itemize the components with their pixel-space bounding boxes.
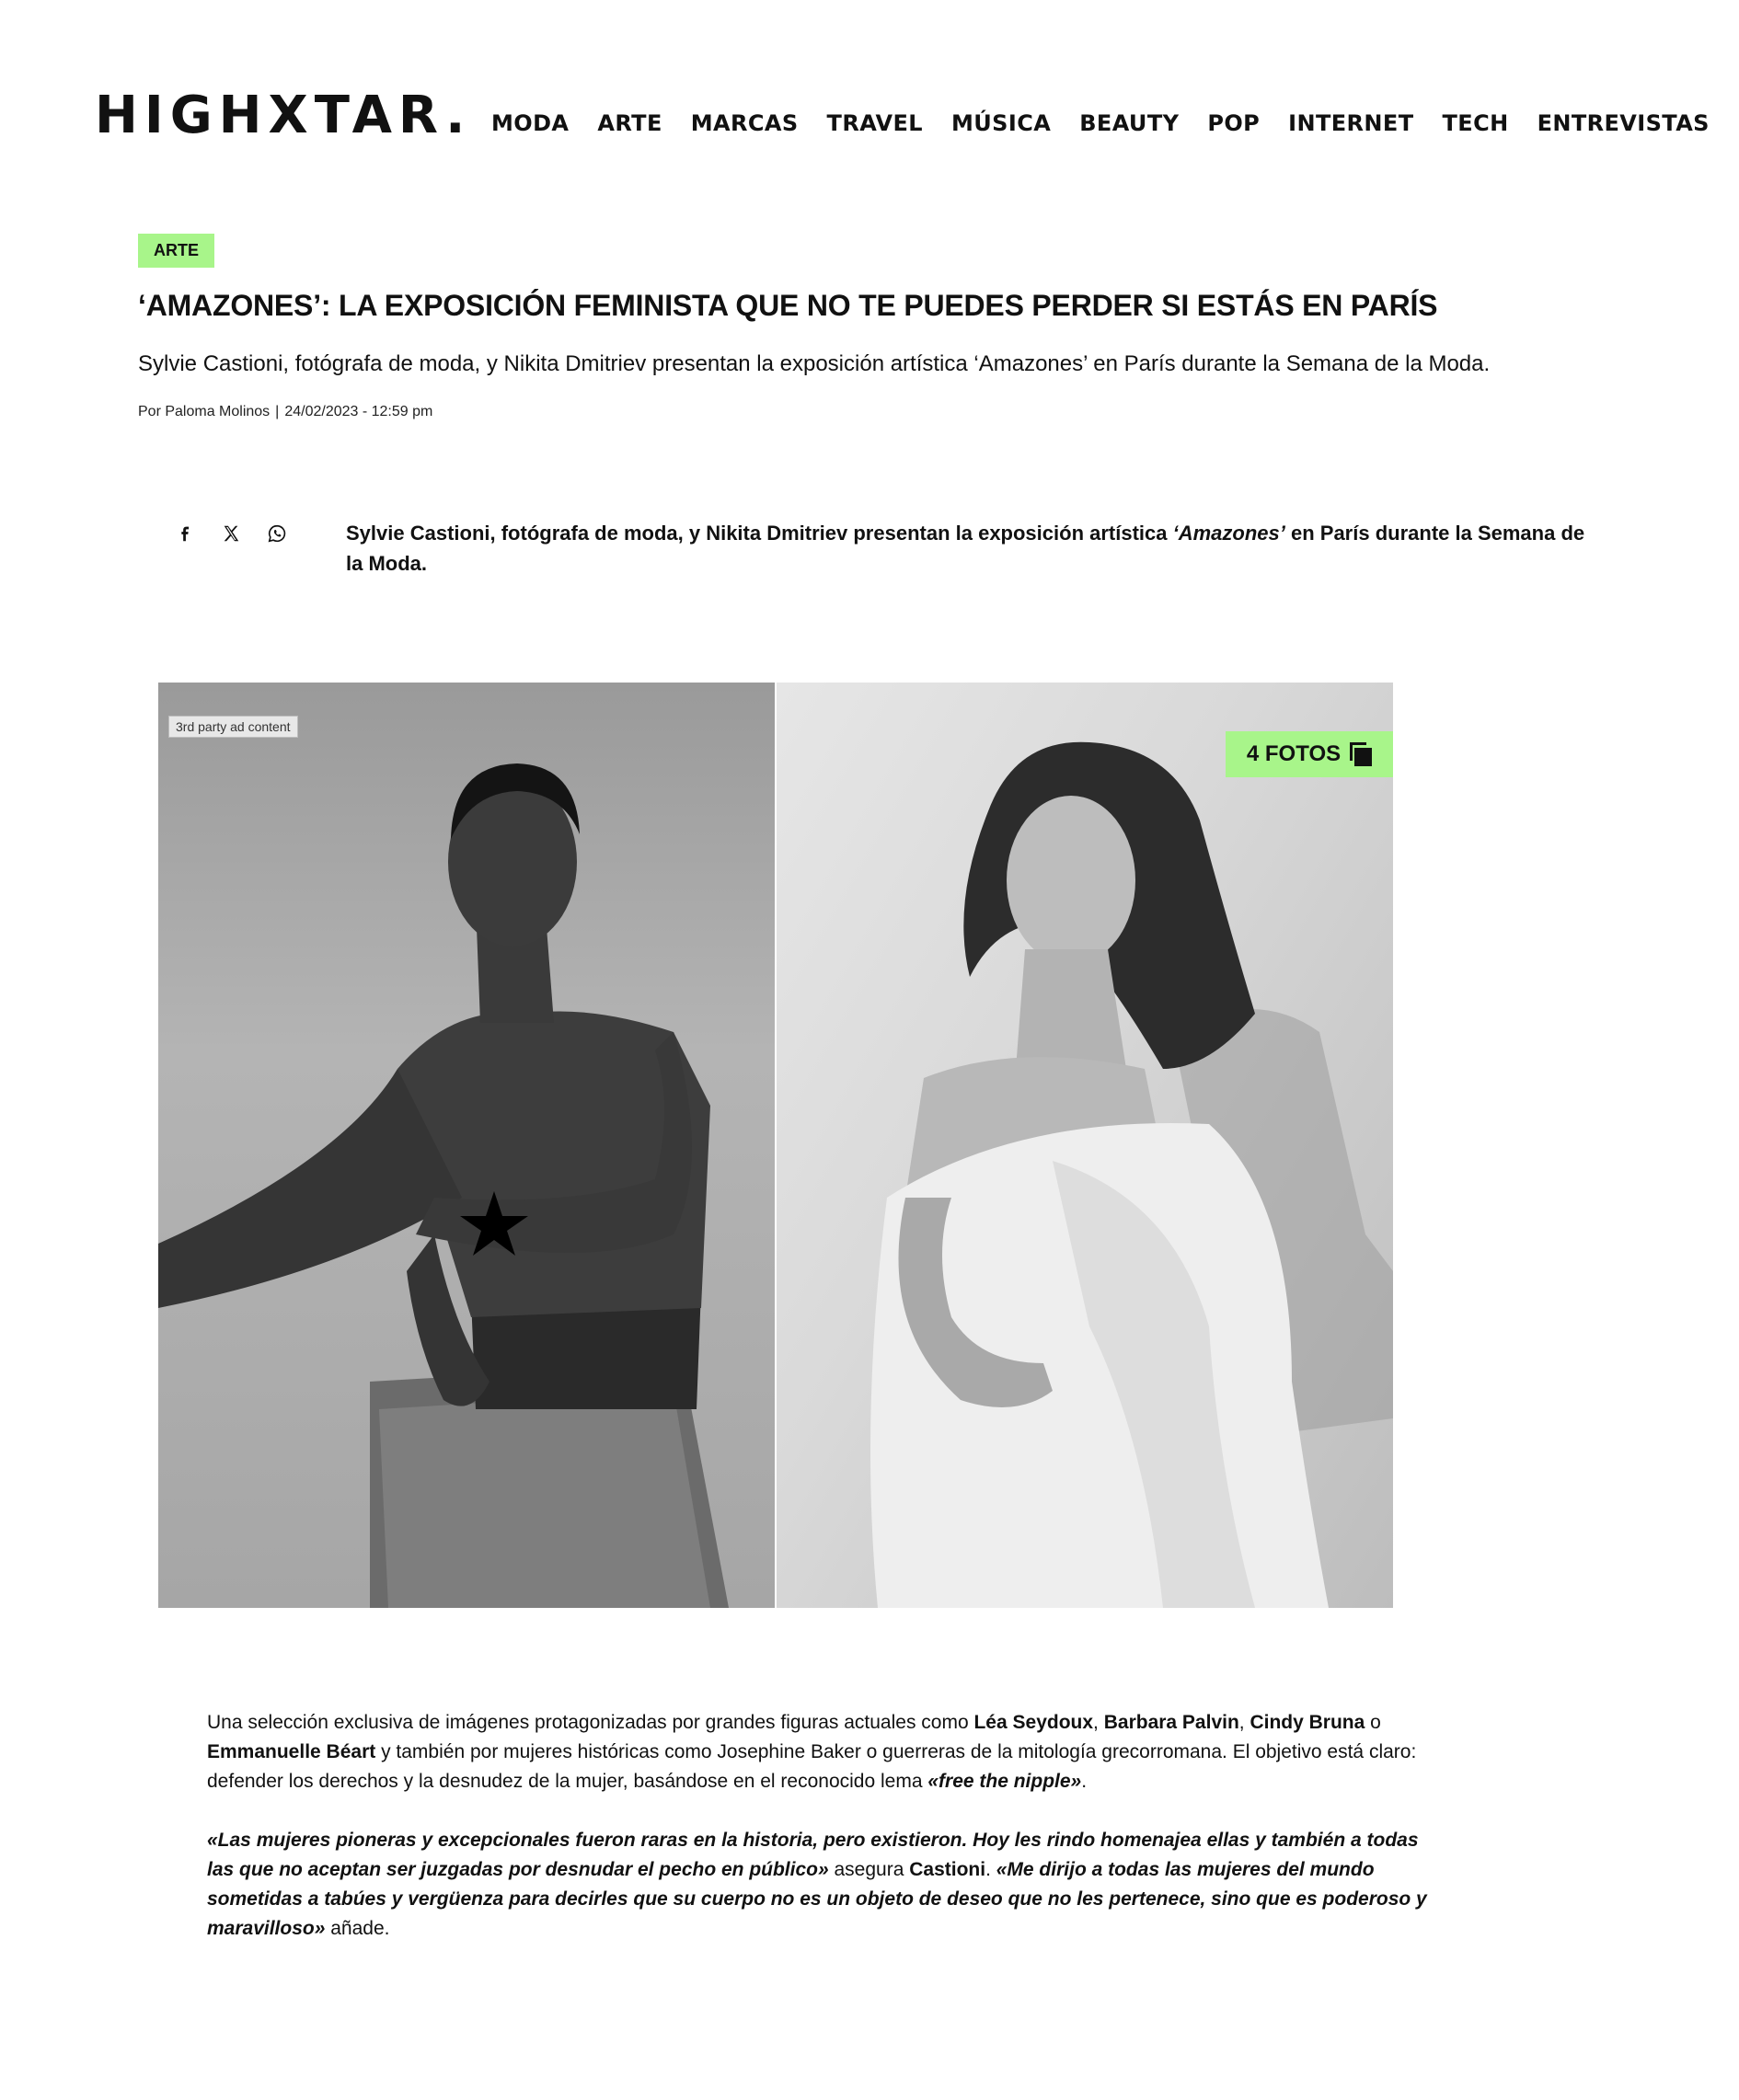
nav-item-tech[interactable]: TECH (1442, 110, 1509, 136)
article-body (207, 1708, 1440, 1973)
author[interactable]: Por Paloma Molinos (138, 404, 271, 419)
article-lead (346, 518, 1597, 579)
nav-item-internet[interactable]: INTERNET (1288, 110, 1414, 136)
name-lea-seydoux: Léa Seydoux (973, 1712, 1094, 1733)
photo-gallery[interactable] (158, 683, 1393, 1608)
body-paragraph-2 (207, 1826, 1440, 1944)
byline (138, 401, 432, 423)
name-barbara-palvin: Barbara Palvin (1103, 1712, 1239, 1733)
text: añade. (325, 1918, 390, 1939)
name-cindy-bruna: Cindy Bruna (1250, 1712, 1365, 1733)
name-emmanuelle-beart: Emmanuelle Béart (207, 1741, 376, 1762)
portrait-illustration-right (777, 683, 1393, 1608)
facebook-icon[interactable] (171, 520, 199, 547)
nav-item-beauty[interactable]: BEAUTY (1079, 110, 1180, 136)
name-castioni: Castioni (909, 1859, 986, 1880)
publish-date: 24/02/2023 - 12:59 pm (284, 404, 433, 419)
nav-item-moda[interactable]: MODA (491, 110, 570, 136)
share-bar (171, 520, 309, 547)
nav-item-travel[interactable]: TRAVEL (826, 110, 924, 136)
gallery-stack-icon (1350, 742, 1372, 766)
nav-item-entrevistas[interactable]: ENTREVISTAS (1537, 110, 1710, 136)
body-paragraph-1 (207, 1708, 1440, 1796)
main-nav (491, 110, 1738, 136)
nav-item-musica[interactable]: MÚSICA (951, 110, 1052, 136)
category-tag[interactable]: ARTE (138, 234, 214, 268)
nav-item-arte[interactable]: ARTE (597, 110, 662, 136)
text: o (1365, 1712, 1381, 1733)
text: y también por mujeres históricas como Josephine Baker o guerreras de la mitología grecorromana. El objetivo está claro: defender los derechos y la desnudez de la mujer, basándose en el reconocido lema (207, 1741, 1417, 1792)
x-icon[interactable] (217, 520, 245, 547)
quote-castioni-2: «Me dirijo a todas las mujeres del mundo sometidas a tabúes y vergüenza para decirles que su cuerpo no es un objeto de deseo que no les pertenece, sino que es poderoso y maravilloso» (207, 1859, 1427, 1939)
site-logo[interactable]: HIGHXTAR. (95, 86, 472, 145)
lead-text: Sylvie Castioni, fotógrafa de moda, y Nikita Dmitriev presentan la exposición artística (346, 522, 1173, 545)
gallery-photo-left[interactable] (158, 683, 775, 1608)
quote-castioni-1: «Las mujeres pioneras y excepcionales fueron raras en la historia, pero existieron. Hoy les rindo homenajea ellas y también a todas las que no aceptan ser juzgadas por desnudar el pecho en público» (207, 1830, 1419, 1880)
text: , (1093, 1712, 1104, 1733)
ad-label: 3rd party ad content (168, 716, 298, 738)
gallery-photo-right[interactable] (777, 683, 1393, 1608)
nav-item-marcas[interactable]: MARCAS (690, 110, 799, 136)
lead-text-end: en París durante la Semana de la Moda. (346, 522, 1585, 575)
article-title: ‘AMAZONES’: LA EXPOSICIÓN FEMINISTA QUE NO TE PUEDES PERDER SI ESTÁS EN PARÍS (138, 289, 1438, 322)
text: , (1238, 1712, 1250, 1733)
article-subtitle: Sylvie Castioni, fotógrafa de moda, y Nikita Dmitriev presentan la exposición artística ‘Amazones’ en París durante la Semana de la Moda. (138, 351, 1491, 376)
text: asegura (828, 1859, 910, 1880)
portrait-illustration-left (158, 683, 775, 1608)
whatsapp-icon[interactable] (263, 520, 291, 547)
lead-emphasis: ‘Amazones’ (1172, 522, 1285, 545)
photos-count-button[interactable] (1226, 731, 1393, 777)
text: . (1081, 1771, 1088, 1792)
text: . (985, 1859, 996, 1880)
quote-free-the-nipple: «free the nipple» (927, 1771, 1082, 1792)
text: Una selección exclusiva de imágenes protagonizadas por grandes figuras actuales como (207, 1712, 974, 1733)
byline-separator: | (275, 404, 280, 419)
nav-item-pop[interactable]: POP (1207, 110, 1261, 136)
photos-count-label: 4 FOTOS (1246, 741, 1342, 766)
